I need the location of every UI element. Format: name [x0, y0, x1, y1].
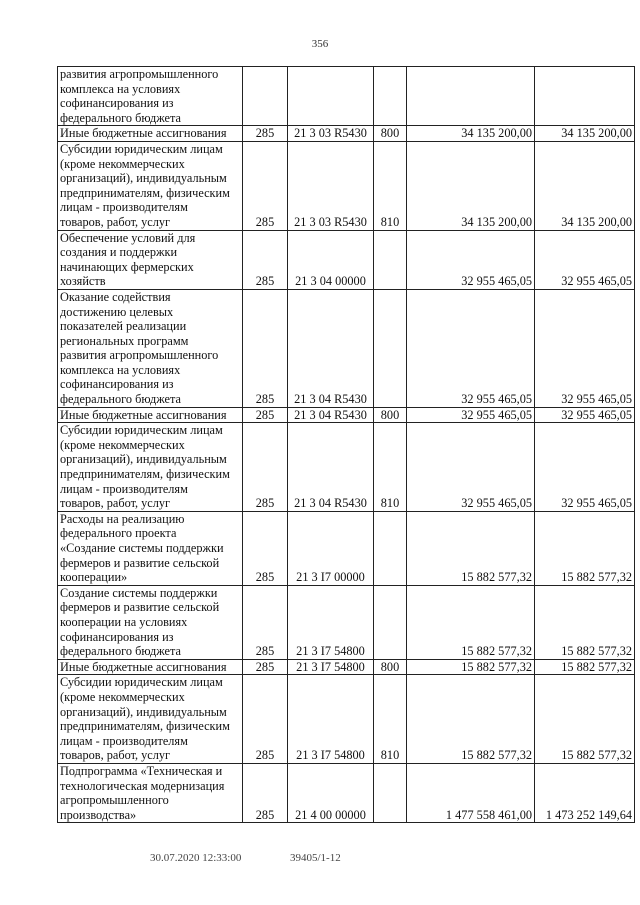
row-sum-2: 15 882 577,32: [535, 675, 635, 764]
row-name-line: кооперации»: [60, 570, 128, 585]
row-name-line: Иные бюджетные ассигнования: [60, 659, 227, 674]
row-vr: [374, 763, 407, 822]
row-csr: 21 3 I7 54800: [288, 659, 374, 675]
row-name-line: организаций), индивидуальным: [60, 171, 227, 186]
row-name: [58, 675, 243, 764]
row-name: [58, 289, 243, 407]
row-sum-2: 15 882 577,32: [535, 511, 635, 585]
table-row: [58, 659, 635, 675]
row-sum-2: 32 955 465,05: [535, 407, 635, 423]
row-vedomstvo: 285: [243, 763, 288, 822]
row-name-line: товаров, работ, услуг: [60, 214, 171, 229]
row-vedomstvo: 285: [243, 585, 288, 659]
row-vedomstvo: 285: [243, 511, 288, 585]
row-sum-1: 1 477 558 461,00: [407, 763, 535, 822]
row-vedomstvo: 285: [243, 659, 288, 675]
row-name: [58, 67, 243, 126]
row-name: [58, 511, 243, 585]
row-sum-1: [407, 67, 535, 126]
row-name-line: развития агропромышленного: [60, 67, 219, 81]
table-row: [58, 230, 635, 289]
row-name-line: начинающих фермерских: [60, 259, 194, 274]
row-name-line: производства»: [60, 807, 137, 822]
row-csr: 21 3 04 00000: [288, 230, 374, 289]
row-vedomstvo: 285: [243, 423, 288, 512]
row-name-line: (кроме некоммерческих: [60, 689, 185, 704]
row-name: [58, 763, 243, 822]
row-sum-1: 32 955 465,05: [407, 407, 535, 423]
row-name-line: организаций), индивидуальным: [60, 704, 227, 719]
row-name-line: предпринимателям, физическим: [60, 719, 230, 734]
page-number: 356: [311, 38, 329, 50]
row-sum-2: 32 955 465,05: [535, 230, 635, 289]
row-vedomstvo: 285: [243, 126, 288, 142]
row-sum-1: 34 135 200,00: [407, 141, 535, 230]
row-vr: [374, 289, 407, 407]
row-vr: [374, 230, 407, 289]
row-name-line: Создание системы поддержки: [60, 585, 218, 600]
row-vr: 800: [374, 659, 407, 675]
table-row: [58, 511, 635, 585]
row-vr: 810: [374, 141, 407, 230]
row-vr: [374, 67, 407, 126]
row-sum-2: 32 955 465,05: [535, 423, 635, 512]
row-name-line: Иные бюджетные ассигнования: [60, 407, 227, 422]
row-vr: 800: [374, 407, 407, 423]
row-name: [58, 659, 243, 675]
row-vedomstvo: 285: [243, 407, 288, 423]
row-name-line: Иные бюджетные ассигнования: [60, 126, 227, 141]
row-sum-1: 15 882 577,32: [407, 675, 535, 764]
row-name-line: Субсидии юридическим лицам: [60, 423, 223, 438]
row-csr: 21 3 04 R5430: [288, 407, 374, 423]
row-name-line: комплекса на условиях: [60, 81, 181, 96]
row-name-line: предпринимателям, физическим: [60, 467, 230, 482]
row-sum-1: 15 882 577,32: [407, 511, 535, 585]
table-row: [58, 675, 635, 764]
row-name-line: Субсидии юридическим лицам: [60, 141, 223, 156]
row-name-line: достижению целевых: [60, 304, 174, 319]
row-name: [58, 585, 243, 659]
row-vedomstvo: 285: [243, 230, 288, 289]
table-row: [58, 67, 635, 126]
row-name: [58, 230, 243, 289]
row-name-line: товаров, работ, услуг: [60, 748, 171, 763]
row-sum-2: 32 955 465,05: [535, 289, 635, 407]
row-sum-1: 32 955 465,05: [407, 230, 535, 289]
row-csr: 21 3 04 R5430: [288, 423, 374, 512]
row-name-line: хозяйств: [60, 274, 106, 289]
row-name-line: Расходы на реализацию: [60, 511, 185, 526]
row-csr: 21 3 03 R5430: [288, 126, 374, 142]
table-row: [58, 423, 635, 512]
row-name-line: фермеров и развитие сельской: [60, 600, 220, 615]
row-vr: 800: [374, 126, 407, 142]
table-row: [58, 289, 635, 407]
row-name-line: Обеспечение условий для: [60, 230, 196, 245]
table-row: [58, 763, 635, 822]
row-name-line: (кроме некоммерческих: [60, 437, 185, 452]
row-name-line: федерального бюджета: [60, 392, 181, 407]
row-csr: 21 3 04 R5430: [288, 289, 374, 407]
row-csr: [288, 67, 374, 126]
row-name-line: агропромышленного: [60, 793, 169, 808]
row-csr: 21 3 I7 54800: [288, 585, 374, 659]
row-csr: 21 3 03 R5430: [288, 141, 374, 230]
row-sum-1: 34 135 200,00: [407, 126, 535, 142]
table-row: [58, 126, 635, 142]
row-name-line: развития агропромышленного: [60, 348, 219, 363]
budget-table: [57, 66, 635, 823]
row-sum-1: 32 955 465,05: [407, 423, 535, 512]
row-name: [58, 126, 243, 142]
row-name-line: лицам - производителям: [60, 200, 188, 215]
row-name-line: региональных программ: [60, 333, 189, 348]
row-name-line: лицам - производителям: [60, 733, 188, 748]
table-row: [58, 407, 635, 423]
row-sum-2: 15 882 577,32: [535, 659, 635, 675]
row-vedomstvo: 285: [243, 675, 288, 764]
row-name-line: создания и поддержки: [60, 245, 178, 260]
row-name-line: Подпрограмма «Техническая и: [60, 763, 223, 778]
row-vr: 810: [374, 675, 407, 764]
row-name-line: Оказание содействия: [60, 289, 171, 304]
row-name: [58, 423, 243, 512]
row-name-line: технологическая модернизация: [60, 778, 225, 793]
row-name-line: федерального бюджета: [60, 644, 181, 659]
row-name-line: товаров, работ, услуг: [60, 496, 171, 511]
row-name-line: софинансирования из: [60, 629, 174, 644]
row-name-line: Субсидии юридическим лицам: [60, 675, 223, 690]
row-name-line: фермеров и развитие сельской: [60, 555, 220, 570]
row-vr: [374, 585, 407, 659]
row-sum-1: 15 882 577,32: [407, 659, 535, 675]
table-row: [58, 585, 635, 659]
row-name-line: «Создание системы поддержки: [60, 541, 224, 555]
row-name-line: (кроме некоммерческих: [60, 156, 185, 171]
row-sum-2: [535, 67, 635, 126]
row-name-line: софинансирования из: [60, 96, 174, 111]
row-name-line: организаций), индивидуальным: [60, 452, 227, 467]
row-vr: [374, 511, 407, 585]
row-csr: 21 3 I7 00000: [288, 511, 374, 585]
footer-timestamp: 30.07.2020 12:33:00: [150, 852, 242, 864]
table-row: [58, 141, 635, 230]
row-name-line: лицам - производителям: [60, 481, 188, 496]
row-csr: 21 3 I7 54800: [288, 675, 374, 764]
row-name-line: предпринимателям, физическим: [60, 185, 230, 200]
row-vr: 810: [374, 423, 407, 512]
row-name-line: показателей реализации: [60, 319, 187, 334]
row-name-line: кооперации на условиях: [60, 614, 188, 629]
row-name-line: федерального проекта: [60, 526, 177, 541]
row-vedomstvo: 285: [243, 289, 288, 407]
row-vedomstvo: [243, 67, 288, 126]
row-name-line: федерального бюджета: [60, 110, 181, 125]
row-vedomstvo: 285: [243, 141, 288, 230]
row-sum-1: 15 882 577,32: [407, 585, 535, 659]
row-name-line: комплекса на условиях: [60, 362, 181, 377]
row-name-line: софинансирования из: [60, 377, 174, 392]
row-sum-2: 34 135 200,00: [535, 126, 635, 142]
row-csr: 21 4 00 00000: [288, 763, 374, 822]
row-name: [58, 141, 243, 230]
footer-doc-code: 39405/1-12: [290, 852, 341, 864]
row-sum-2: 15 882 577,32: [535, 585, 635, 659]
row-sum-2: 34 135 200,00: [535, 141, 635, 230]
row-name: [58, 407, 243, 423]
row-sum-1: 32 955 465,05: [407, 289, 535, 407]
row-sum-2: 1 473 252 149,64: [535, 763, 635, 822]
